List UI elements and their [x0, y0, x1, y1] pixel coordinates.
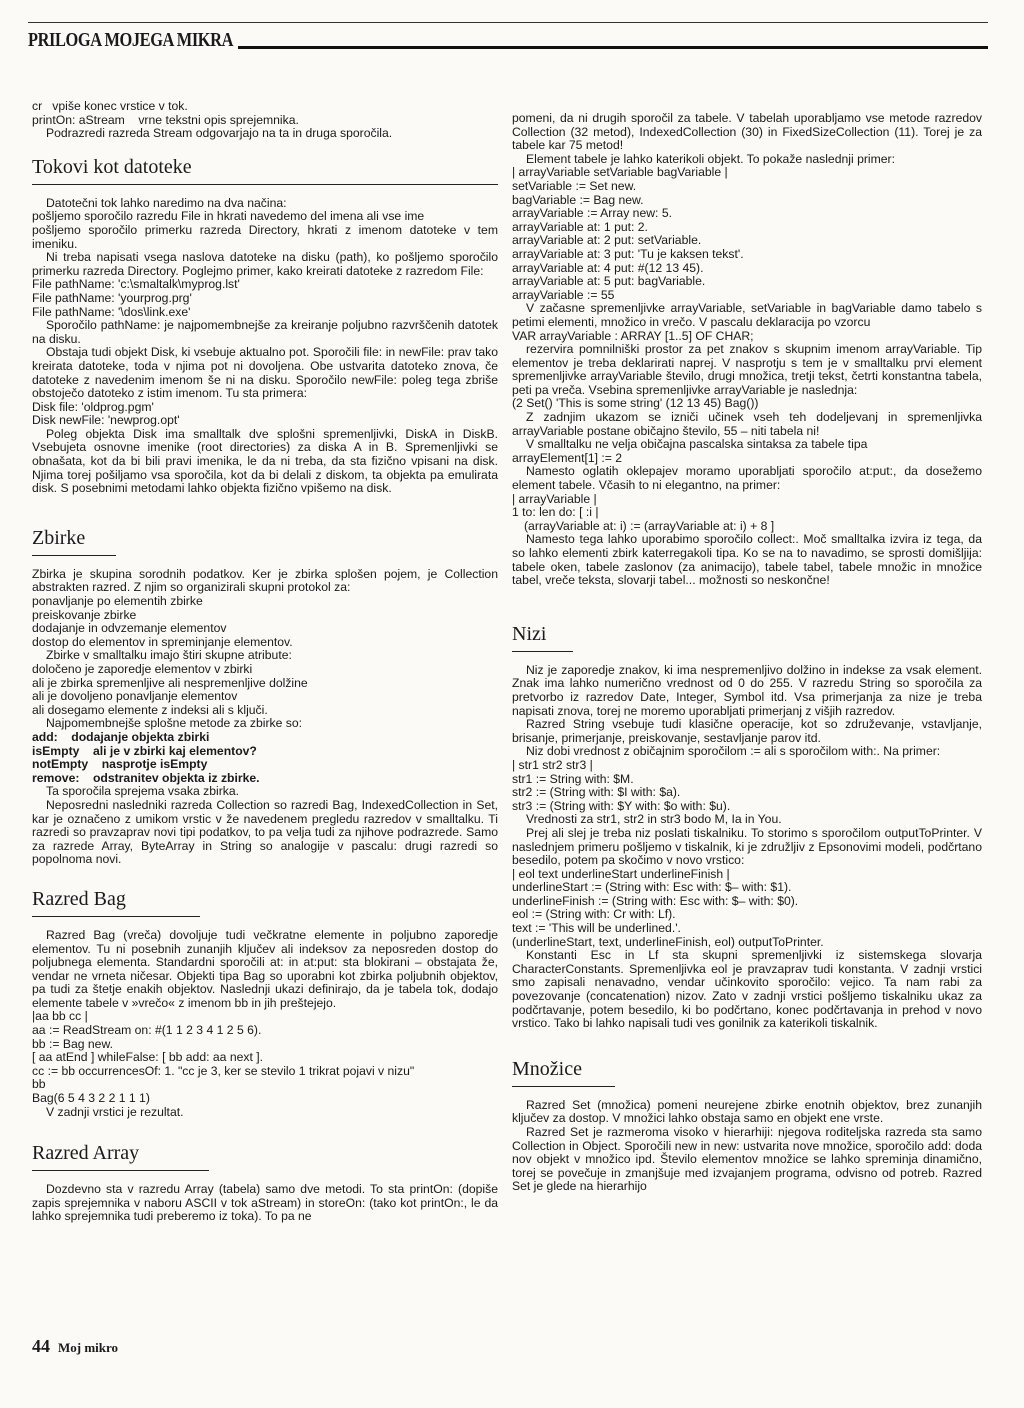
left-column — [32, 100, 498, 1224]
list-item: ali je zbirka spremenljive ali nespremenljive dolžine — [32, 675, 308, 690]
heading-nizi: Nizi — [512, 622, 573, 652]
paragraph: rezervira pomnilniški prostor za pet znakov s skupnim imenom arrayVariable. Tip elementov je treba deklarirati naprej. V nasprotju s tem je v smalltalku prvi element spremenljivke arrayVariable število, drugi množica, tretji tekst, četrti konstantna tabela, peti pa vreča. Vsebina spremenljivke arrayVariable je naslednja: — [512, 342, 982, 397]
code-line: File pathName: 'yourprog.prg' — [32, 290, 192, 305]
method-line: add: dodajanje objekta zbirki — [32, 729, 210, 744]
code-line: (arrayVariable at: i) := (arrayVariable at: i) + 8 ] — [524, 518, 775, 533]
magazine-name: Moj mikro — [58, 1340, 119, 1355]
list-item: preiskovanje zbirke — [32, 607, 137, 622]
paragraph: Zbirka je skupina sorodnih podatkov. Ker je zbirka splošen pojem, je Collection abstrakten razred. Z njim so organizirali skupni protokol za: — [32, 566, 498, 595]
intro-line: Podrazredi razreda Stream odgovarjajo na ta in druga sporočila. — [46, 126, 393, 141]
code-line: [ aa atEnd ] whileFalse: [ bb add: aa next ]. — [32, 1050, 264, 1065]
paragraph: Sporočilo pathName: je najpomembnejše za kreiranje poljubno razvrščenih datotek na disku. — [32, 318, 498, 346]
code-line: bb := Bag new. — [32, 1036, 113, 1051]
paragraph: Niz dobi vrednost z običajnim sporočilom := ali s sporočilom with:. Na primer: — [526, 744, 941, 759]
method-line: isEmpty ali je v zbirki kaj elementov? — [32, 743, 257, 758]
heading-array: Razred Array — [32, 1141, 209, 1171]
paragraph: pomeni, da ni drugih sporočil za tabele. V tabelah uporabljamo vse metode razredov Collection (32 metod), IndexedCollection (30) in FixedSizeCollection (11). Torej je za tabele kar 75 metod! — [512, 111, 982, 153]
code-line: (underlineStart, text, underlineFinish, eol) outputToPrinter. — [512, 934, 824, 949]
code-line: str3 := (String with: $Y with: $o with: $u). — [512, 798, 731, 813]
code-line: Disk newFile: 'newprog.opt' — [32, 413, 180, 428]
heading-zbirke: Zbirke — [32, 526, 116, 556]
list-item: dodajanje in odvzemanje elementov — [32, 621, 227, 636]
paragraph: Konstanti Esc in Lf sta skupni spremenljivki iz sistemskega slovarja CharacterConstants. Spremenljivka eol je pravzaprav tudi konstanta. V zadnji vrstici smo zapisali nenavadno, vendar učinkovito sporočilo: vejico. Ta nam rabi za povezovanje (concatenation) nizov. Zato v zadnji vrstici pošljemo tiskalniku ukaz za podčrtavanje, potem besedilo, ki bo podčrtano, konec podčrtavanja in prehod v novo vrstico. Tako bi lahko napisali tudi ves gonilnik za katerikoli tiskalnik. — [512, 948, 982, 1031]
page-footer — [32, 1336, 118, 1357]
heading-tokovi: Tokovi kot datoteke — [32, 155, 498, 185]
paragraph: Razred String vsebuje tudi klasične operacije, kot so združevanje, vstavljanje, brisanje, primerjanje, preiskovanje, sestavljanje parov itd. — [512, 717, 982, 745]
top-rule — [28, 22, 988, 23]
code-line: arrayVariable := Array new: 5. — [512, 206, 672, 221]
paragraph: Dozdevno sta v razredu Array (tabela) samo dve metodi. To sta printOn: (dopiše zapis sprejemnika v naboru ASCII v tok aStream) in storeOn: (tako kot printOn:, le da lahko sprejemnika tudi preberemo iz toka). To pa ne — [32, 1182, 498, 1224]
code-line: str2 := (String with: $I with: $a). — [512, 785, 681, 800]
code-line: Bag(6 5 4 3 2 2 1 1 1) — [32, 1091, 150, 1106]
paragraph: Datotečni tok lahko naredimo na dva načina: — [46, 195, 287, 210]
code-line: File pathName: '\dos\link.exe' — [32, 304, 191, 319]
paragraph: Vrednosti za str1, str2 in str3 bodo M, Ia in You. — [526, 812, 782, 827]
code-line: str1 := String with: $M. — [512, 771, 634, 786]
code-line: aa := ReadStream on: #(1 1 2 3 4 1 2 5 6). — [32, 1023, 262, 1038]
paragraph: Ta sporočila sprejema vsaka zbirka. — [46, 784, 240, 799]
list-item: dostop do elementov in spreminjanje elementov. — [32, 634, 293, 649]
paragraph: Prej ali slej je treba niz poslati tiskalniku. To storimo s sporočilom outputToPrinter. V naslednjem primeru pošljemo v tiskalnik, ki je združljiv z Epsonovimi modeli, podčrtano besedilo, potem pa skočimo v novo vrstico: — [512, 825, 982, 868]
code-line: | eol text underlineStart underlineFinish | — [512, 866, 730, 881]
code-line: cc := bb occurrencesOf: 1. "cc je 3, ker se stevilo 1 trikrat pojavi v nizu" — [32, 1063, 415, 1078]
paragraph: Namesto tega lahko uporabimo sporočilo collect:. Moč smalltalka izvira iz tega, da so lahko elementi zbirk katerregakoli tipa. Ko se na to navadimo, se sprosti domišljija: tabele oken, tabele zaslonov (za animacijo), tabele tabel, tabele množic in množice tabel, vreče teksta, slovarji tabel... možnosti so neskončne! — [512, 532, 982, 588]
code-line: | str1 str2 str3 | — [512, 757, 593, 772]
running-head — [28, 26, 988, 52]
heading-mnozice: Množice — [512, 1057, 615, 1087]
paragraph: Razred Set je razmeroma visoko v hierarhiji: njegova roditeljska razreda sta samo Collection in Object. Sporočili new in new: ustvarita nove množice, sporočilo add: doda nov objekt v množico ipd. Število elementov množice se lahko spreminja dinamično, torej se povečuje in zmanjšuje med izvajanjem programa, odvisno od potreb. Razred Set je glede na hierarhijo — [512, 1125, 982, 1194]
code-line: arrayVariable at: 2 put: setVariable. — [512, 233, 702, 248]
code-line: setVariable := Set new. — [512, 178, 637, 193]
paragraph: pošljemo sporočilo primerku razreda Directory, hkrati z imenom datoteke v tem imeniku. — [32, 222, 498, 251]
code-line: arrayVariable := 55 — [512, 287, 615, 302]
paragraph: V zadnji vrstici je rezultat. — [46, 1104, 184, 1119]
paragraph: V začasne spremenljivke arrayVariable, setVariable in bagVariable damo tabelo s petimi elementi, množico in vrečo. V pascalu deklaracija po vzorcu — [512, 301, 982, 329]
paragraph: Poleg objekta Disk ima smalltalk dve splošni spremenljivki, DiskA in DiskB. Vsebujeta osnovne imenike (root directories) za diska A in B. Spremenljivki se obnašata, kot da bi bili pravi imenika, le da ni treba, da sta fizično vpisani na disk. Njima torej pošiljamo vsa sporočila, kot da bi delali z diskom, ta objekta pa emulirata disk. S posebnimi metodami lahko objekta fizično vpišemo na disk. — [32, 426, 498, 496]
paragraph: Ni treba napisati vsega naslova datoteke na disku (path), ko pošljemo sporočilo primerku razreda Directory. Poglejmo primer, kako kreirati datoteke z razredom File: — [32, 250, 498, 278]
code-line: (2 Set() 'This is some string' (12 13 45) Bag()) — [512, 396, 759, 411]
code-line: | arrayVariable setVariable bagVariable | — [512, 165, 728, 180]
paragraph: Razred Bag (vreča) dovoljuje tudi večkratne elemente in poljubno zaporedje elementov. Tu ni posebnih zunanjih ključev ali indeksov za neposreden dostop do poljubnega elementa. Standardni sporočili at: in at:put: sta blokirani – obstajata že, vendar ne vrneta ničesar. Objekti tipa Bag so uporabni kot zbirka poljubnih objektov, pa tudi za štetje enakih objektov. Naslednji ukazi definirajo, da je tabela tok, dodajo elemente tabele v »vrečo« z imenom bb in jih preštejejo. — [32, 927, 498, 1010]
list-item: določeno je zaporedje elementov v zbirki — [32, 662, 253, 676]
paragraph: Obstaja tudi objekt Disk, ki vsebuje aktualno pot. Sporočili file: in newFile: prav tako kreirata datoteke, toda v njima pot ni dovoljena. Obe ustvarita datoteko znova, če datoteke z navedenim imenom še ni na disku. Sporočilo newFile: poleg tega zbriše obstoječo datoteko z istim imenom. Tu sta primera: — [32, 345, 498, 401]
paragraph: Niz je zaporedje znakov, ki ima nespremenljivo dolžino in indekse za vsak element. Znak ima lahko numerično vrednost od 0 do 255. V razredu String so sporočila za pretvorbo iz razredov Date, Integer, Symbol itd. Vsa primerjanja za nize je treba napisati znova, torej ne moremo uporabljati primerjanj z višjih razredov. — [512, 662, 982, 718]
code-line: | arrayVariable | — [512, 491, 597, 506]
code-line: 1 to: len do: [ :i | — [512, 505, 599, 520]
code-line: bagVariable := Bag new. — [512, 192, 644, 207]
code-line: arrayVariable at: 4 put: #(12 13 45). — [512, 260, 704, 275]
list-item: ponavljanje po elementih zbirke — [32, 594, 203, 609]
paragraph: Razred Set (množica) pomeni neurejene zbirke enotnih objektov, brez zunanjih ključev za dostop. V množici lahko obstaja samo en objekt ene vrste. — [512, 1097, 982, 1126]
paragraph: Zbirke v smalltalku imajo štiri skupne atribute: — [46, 648, 292, 663]
code-line: File pathName: 'c:\smaltalk\myprog.lst' — [32, 277, 240, 292]
paragraph: pošljemo sporočilo razredu File in hkrati navedemo del imena ali vse ime — [32, 209, 425, 224]
code-line: Disk file: 'oldprog.pgm' — [32, 399, 154, 414]
list-item: ali je dovoljeno ponavljanje elementov — [32, 689, 238, 704]
paragraph: Z zadnjim ukazom se izniči učinek vseh teh dodeljevanj in spremenljivka arrayVariable postane običajno število, 55 – niti tabela ni! — [512, 410, 982, 438]
code-line: eol := (String with: Cr with: Lf). — [512, 907, 676, 922]
code-line: arrayVariable at: 3 put: 'Tu je kaksen tekst'. — [512, 246, 744, 261]
method-line: notEmpty nasprotje isEmpty — [32, 757, 208, 772]
method-line: remove: odstranitev objekta iz zbirke. — [32, 770, 260, 785]
paragraph: Najpomembnejše splošne metode za zbirke so: — [46, 716, 303, 731]
paragraph: Neposredni nasledniki razreda Collection so razredi Bag, IndexedCollection in Set, kar je označeno z umikom vrstic v že navedenem pregledu razredov v smalltalku. Ti razredi so pravzaprav novi tipi podatkov, to pa velja tudi za njihove podrazrede. Samo za razrede Array, ByteArray in String so analogije v pascalu: drugi razredi so popolnoma novi. — [32, 797, 498, 867]
intro-line: printOn: aStream vrne tekstni opis sprejemnika. — [32, 112, 299, 127]
paragraph: V smalltalku ne velja običajna pascalska sintaksa za tabele tipa — [526, 437, 868, 452]
intro-line: cr vpiše konec vrstice v tok. — [32, 99, 188, 113]
header-rule — [238, 46, 988, 49]
paragraph: Namesto oglatih oklepajev moramo uporabljati sporočilo at:put:, da dosežemo element tabele. Včasih to ni elegantno, na primer: — [512, 464, 982, 493]
code-line: |aa bb cc | — [32, 1009, 88, 1024]
paragraph: Element tabele je lahko katerikoli objekt. To pokaže naslednji primer: — [526, 151, 895, 166]
code-line: arrayElement[1] := 2 — [512, 450, 623, 465]
running-title: PRILOGA MOJEGA MIKRA — [28, 29, 234, 51]
code-line: arrayVariable at: 5 put: bagVariable. — [512, 274, 706, 289]
heading-bag: Razred Bag — [32, 887, 200, 917]
code-line: text := 'This will be underlined.'. — [512, 921, 681, 936]
code-line: underlineFinish := (String with: Esc with: $– with: $0). — [512, 893, 799, 908]
code-line: VAR arrayVariable : ARRAY [1..5] OF CHAR; — [512, 328, 754, 343]
list-item: ali dosegamo elemente z indeksi ali s ključi. — [32, 702, 268, 717]
code-line: arrayVariable at: 1 put: 2. — [512, 219, 648, 234]
page-number: 44 — [32, 1336, 50, 1356]
right-column — [512, 112, 982, 1194]
code-line: bb — [32, 1077, 46, 1092]
code-line: underlineStart := (String with: Esc with: $– with: $1). — [512, 880, 792, 895]
